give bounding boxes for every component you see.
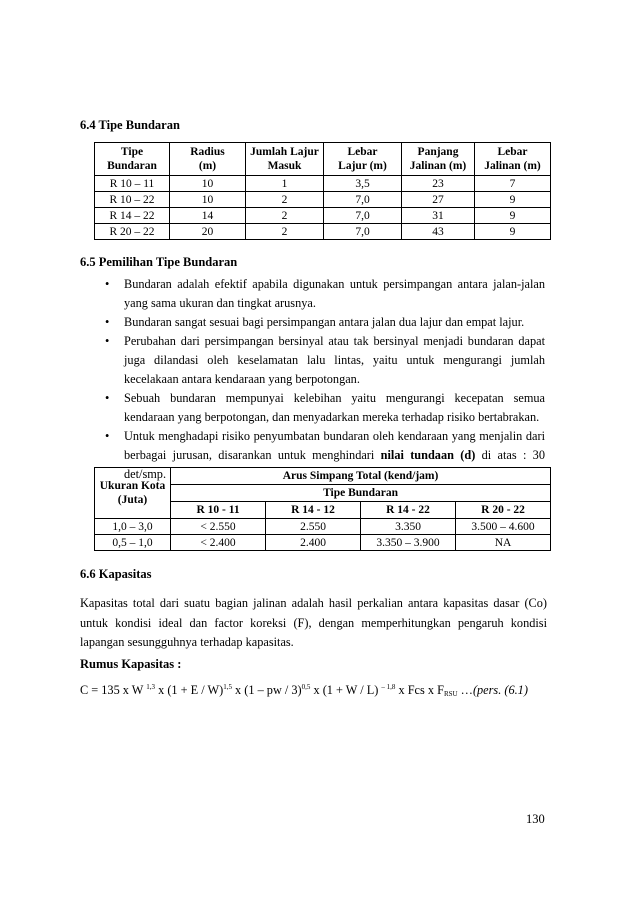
table-cell: 9 <box>475 224 551 240</box>
header-tipe-bundaran: Tipe Bundaran <box>95 143 170 176</box>
table-cell: 2 <box>246 192 324 208</box>
table-cell: 7,0 <box>324 208 402 224</box>
table-cell: 14 <box>170 208 246 224</box>
table-cell: 23 <box>402 176 475 192</box>
table-cell: 31 <box>402 208 475 224</box>
table-cell: 3.350 <box>361 519 456 535</box>
list-item: • Perubahan dari persimpangan bersinyal atau tak bersinyal menjadi bundaran dapat juga dilandasi oleh keselamatan lalu lintas, yaitu untuk mengurangi jumlah kecelakaan antara kendaraan yang berpotongan. <box>105 334 545 386</box>
pemilihan-bullet-list <box>100 275 545 484</box>
equation-reference: (pers. (6.1) <box>472 683 528 697</box>
header-type: R 14 - 12 <box>266 502 361 519</box>
header-arus-simpang-total: Arus Simpang Total (kend/jam) <box>171 468 551 485</box>
table-cell: 3,5 <box>324 176 402 192</box>
table-row <box>95 192 551 208</box>
header-radius: Radius (m) <box>170 143 246 176</box>
list-item: • Untuk menghadapi risiko penyumbatan bundaran oleh kendaraan yang menjalin dari berbagai jurusan, disarankan untuk menghindari nilai tundaan (d) di atas : 30 det/smp. <box>105 429 545 481</box>
table-cell: 7,0 <box>324 192 402 208</box>
bullet-icon: • <box>105 429 110 443</box>
table-cell: R 14 – 22 <box>95 208 170 224</box>
header-type: R 14 - 22 <box>361 502 456 519</box>
table-cell: < 2.400 <box>171 535 266 551</box>
table-cell: 43 <box>402 224 475 240</box>
table-cell: 1,0 – 3,0 <box>95 519 171 535</box>
table-cell: R 10 – 22 <box>95 192 170 208</box>
tipe-bundaran-table <box>94 142 551 240</box>
table-row <box>95 224 551 240</box>
table-header-row <box>95 468 551 485</box>
table-cell: 2 <box>246 224 324 240</box>
table-cell: 1 <box>246 176 324 192</box>
capacity-formula: C = 135 x W $^{1,3}$ x $(1 + E / W)^{1,5}$ x (1 – pw / 3)$^{0,5}$ x (1 + W / L) $^{- 1,8}$ x Fcs x $F_{RSU}$ …(pers. (6.1) <box>80 683 528 698</box>
table-cell: R 20 – 22 <box>95 224 170 240</box>
list-item: • Bundaran sangat sesuai bagi persimpangan antara jalan dua lajur dan empat lajur. <box>100 313 545 332</box>
table-cell: 3.500 – 4.600 <box>456 519 551 535</box>
table-row <box>95 208 551 224</box>
table-cell: 0,5 – 1,0 <box>95 535 171 551</box>
table-cell: 2 <box>246 208 324 224</box>
list-item: • Sebuah bundaran mempunyai kelebihan yaitu mengurangi kecepatan semua kendaraan yang berpotongan, dan menyadarkan mereka terhadap risiko bertabrakan. <box>105 391 545 424</box>
table-cell: 2.550 <box>266 519 361 535</box>
table-cell: < 2.550 <box>171 519 266 535</box>
kapasitas-paragraph: Kapasitas total dari suatu bagian jalinan adalah hasil perkalian antara kapasitas dasar (Co) untuk kondisi ideal dan factor koreksi (F), dengan memperhitungkan pengaruh kondisi lapangan sesungguhnya terhadap kapasitas. <box>80 596 547 649</box>
header-type: R 10 - 11 <box>171 502 266 519</box>
header-tipe-bundaran: Tipe Bundaran <box>171 485 551 502</box>
table-row <box>95 176 551 192</box>
table-cell: 9 <box>475 192 551 208</box>
table-cell: R 10 – 11 <box>95 176 170 192</box>
bullet-icon: • <box>105 277 110 291</box>
table-cell: 9 <box>475 208 551 224</box>
table-header-row <box>95 143 551 176</box>
table-row <box>95 535 551 551</box>
table-cell: 27 <box>402 192 475 208</box>
table-cell: 2.400 <box>266 535 361 551</box>
table-cell: 3.350 – 3.900 <box>361 535 456 551</box>
section-6-5-title: 6.5 Pemilihan Tipe Bundaran <box>80 255 238 269</box>
bullet-icon: • <box>105 334 110 348</box>
table-cell: 7 <box>475 176 551 192</box>
header-lebar-jalinan: Lebar Jalinan (m) <box>475 143 551 176</box>
header-type: R 20 - 22 <box>456 502 551 519</box>
header-lebar-lajur: Lebar Lajur (m) <box>324 143 402 176</box>
list-item: • Bundaran adalah efektif apabila digunakan untuk persimpangan antara jalan-jalan yang sama ukuran dan tingkat arusnya. <box>105 277 545 310</box>
table-row <box>95 519 551 535</box>
table-cell: NA <box>456 535 551 551</box>
table-cell: 10 <box>170 192 246 208</box>
section-6-4-title: 6.4 Tipe Bundaran <box>80 118 180 132</box>
rumus-kapasitas-title: Rumus Kapasitas : <box>80 657 182 671</box>
header-ukuran-kota: Ukuran Kota (Juta) <box>95 468 171 519</box>
bullet-icon: • <box>105 391 110 405</box>
arus-simpang-table <box>94 467 551 551</box>
header-jumlah-lajur-masuk: Jumlah Lajur Masuk <box>246 143 324 176</box>
page-number: 130 <box>526 812 545 826</box>
header-panjang-jalinan: Panjang Jalinan (m) <box>402 143 475 176</box>
bullet-icon: • <box>105 315 110 329</box>
nilai-tundaan-emphasis: nilai tundaan (d) <box>380 448 476 462</box>
table-cell: 10 <box>170 176 246 192</box>
table-cell: 20 <box>170 224 246 240</box>
section-6-6-title: 6.6 Kapasitas <box>80 567 152 581</box>
table-cell: 7,0 <box>324 224 402 240</box>
